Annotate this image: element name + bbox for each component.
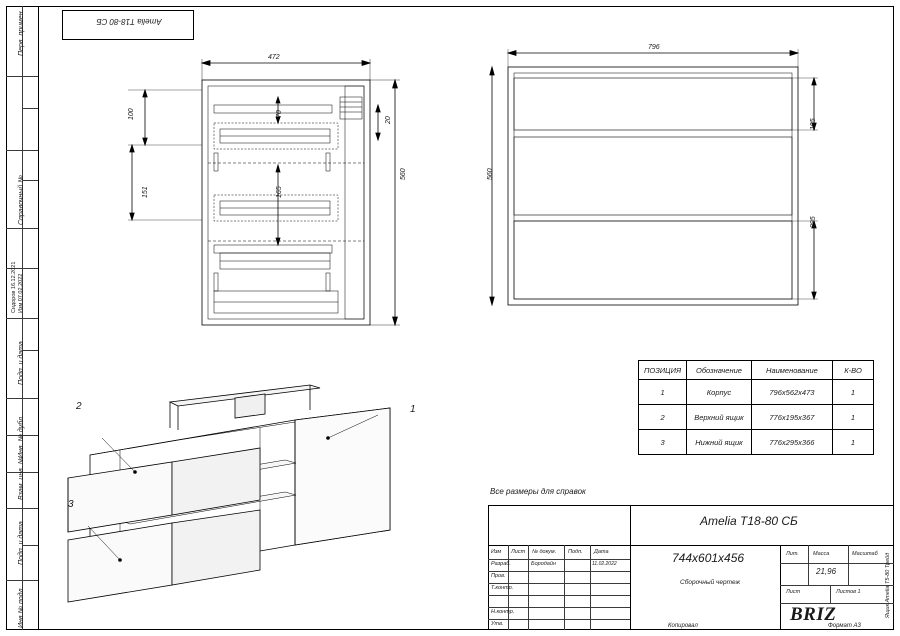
stamp-row-name-0: Бородайн [531, 561, 556, 567]
header-label-box [62, 10, 194, 40]
side-dim-top: 796 [648, 44, 660, 51]
footer-format: Формат А3 [828, 623, 861, 629]
spec-col-position: ПОЗИЦИЯ [639, 361, 687, 380]
stamp-row-label-2: Т.контр. [491, 585, 514, 591]
spec-cell-designation: Нижний ящик [687, 430, 752, 455]
margin-label-5: Подп. и дата [18, 521, 25, 565]
front-dim-100: 100 [128, 108, 135, 120]
stamp-row-label-1: Пров. [491, 573, 506, 579]
spec-cell-designation: Корпус [687, 380, 752, 405]
mass-value: 21,96 [816, 567, 837, 576]
margin-label-4: Взам. инв. № [18, 456, 25, 500]
side-dim-195: 195 [810, 118, 817, 130]
margin-date-0: Сидоров 16.12.2021 [11, 261, 17, 313]
table-row [639, 405, 874, 430]
stamp-col-list: Лист [511, 549, 526, 555]
front-dim-165: 165 [276, 186, 283, 198]
margin-label-1: Справочный № [18, 175, 25, 225]
left-margin-divider [38, 6, 39, 630]
front-dim-151: 151 [142, 186, 149, 198]
spec-cell-qty: 1 [832, 380, 873, 405]
drawing-title: Amelia T18-80 СБ [700, 514, 798, 528]
note-text: Все размеры для справок [490, 487, 586, 496]
margin-date-1: Изм 07.02.2022 [18, 273, 24, 313]
overall-size: 744x601x456 [672, 551, 745, 565]
margin-label-6: Инв.№ подл. [18, 586, 25, 628]
spec-cell-pos: 3 [639, 430, 687, 455]
footer-copied: Копировал [668, 623, 698, 629]
spec-table-header-row [639, 361, 874, 380]
spec-cell-pos: 1 [639, 380, 687, 405]
spec-col-designation: Обозначение [687, 361, 752, 380]
front-dim-top: 472 [268, 54, 280, 61]
stamp-row-label-0: Разраб. [491, 561, 511, 567]
lit-label: Лит. [786, 551, 799, 557]
stamp-col-podp: Подп. [568, 549, 583, 555]
mass-label: Масса [813, 551, 830, 557]
spec-cell-name: 776х295х366 [751, 430, 832, 455]
front-dim-70: 70 [276, 110, 283, 118]
stamp-row-date-0: 11.02.2022 [592, 561, 617, 567]
stamp-col-izm: Изм [491, 549, 502, 555]
scale-label: Масштаб [852, 551, 878, 557]
callout-2: 2 [76, 401, 82, 412]
margin-label-2: Подп. и дата [18, 341, 25, 385]
spec-table [638, 360, 874, 455]
stamp-row-label-5: Утв. [491, 621, 504, 627]
sheet-label: Лист [786, 589, 801, 595]
side-note: Ящик Amelia T5-80 Трейд [885, 552, 891, 618]
spec-cell-pos: 2 [639, 405, 687, 430]
side-dim-295: 295 [810, 216, 817, 228]
stamp-col-docum: № докум. [532, 549, 557, 555]
stamp-row-label-4: Н.контр. [491, 609, 515, 615]
spec-cell-designation: Верхний ящик [687, 405, 752, 430]
spec-cell-qty: 1 [832, 430, 873, 455]
sheets-label: Листов 1 [836, 589, 861, 595]
spec-col-qty: К-ВО [832, 361, 873, 380]
stamp-col-data: Дата [594, 549, 609, 555]
callout-1: 1 [410, 404, 416, 415]
spec-cell-qty: 1 [832, 405, 873, 430]
drawing-type: Сборочный чертеж [680, 579, 741, 586]
spec-cell-name: 776х195х367 [751, 405, 832, 430]
callout-3: 3 [68, 499, 74, 510]
table-row [639, 430, 874, 455]
table-row [639, 380, 874, 405]
spec-col-name: Наименование [751, 361, 832, 380]
header-label-text: Amelia T18-80 СБ [96, 17, 162, 26]
margin-label-3: Инв. № дубл. [18, 414, 25, 458]
brand-logo: BRIZ [790, 604, 837, 625]
margin-label-0: Перв. примен. [18, 9, 25, 56]
front-dim-20: 20 [385, 116, 392, 124]
front-dim-560: 560 [400, 168, 407, 180]
side-dim-560: 560 [487, 168, 494, 180]
spec-cell-name: 796х562х473 [751, 380, 832, 405]
